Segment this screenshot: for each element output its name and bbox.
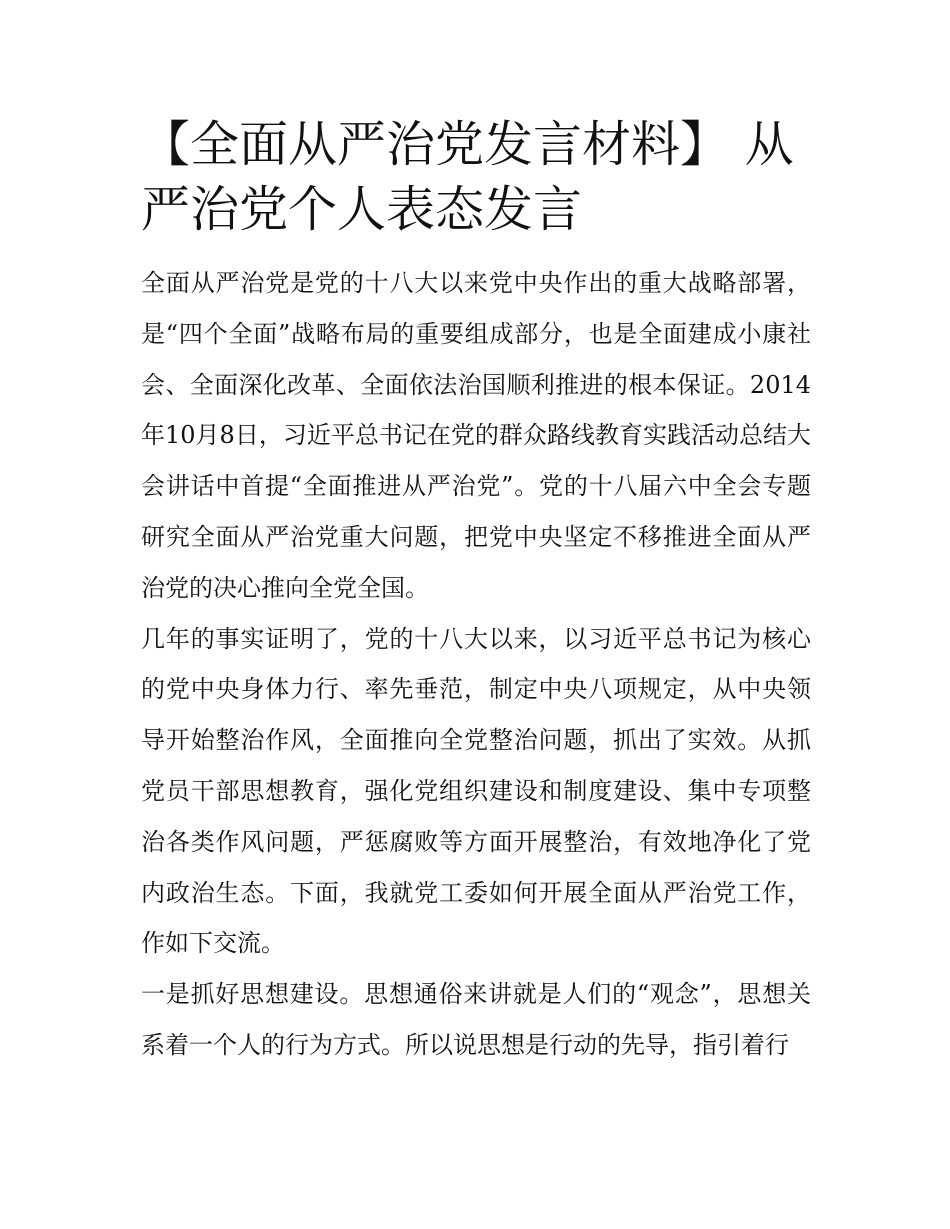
document-title: 【全面从严治党发言材料】 从严治党个人表态发言 <box>141 116 794 238</box>
paragraph-2: 几年的事实证明了，党的十八大以来，以习近平总书记为核心的党中央身体力行、率先垂范，制定中央八项规定，从中央领导开始整治作风，全面推向全党整治问题，抓出了实效。从抓党员干部思想教育，强化党组织建设和制度建设、集中专项整治各类作风问题，严惩腐败等方面开展整治，有效地净化了党内政治生态。下面，我就党工委如何开展全面从严治党工作，作如下交流。 <box>141 624 811 958</box>
paragraph-3: 一是抓好思想建设。思想通俗来讲就是人们的“观念”，思想关系着一个人的行为方式。所以说思想是行动的先导，指引着行 <box>141 980 811 1059</box>
document-body <box>141 112 811 1071</box>
paragraph-1: 全面从严治党是党的十八大以来党中央作出的重大战略部署，是“四个全面”战略布局的重要组成部分，也是全面建成小康社会、全面深化改革、全面依法治国顺利推进的根本保证。2014年10月8日，习近平总书记在党的群众路线教育实践活动总结大会讲话中首提“全面推进从严治党”。党的十八届六中全会专题研究全面从严治党重大问题，把党中央坚定不移推进全面从严治党的决心推向全党全国。 <box>141 269 811 602</box>
